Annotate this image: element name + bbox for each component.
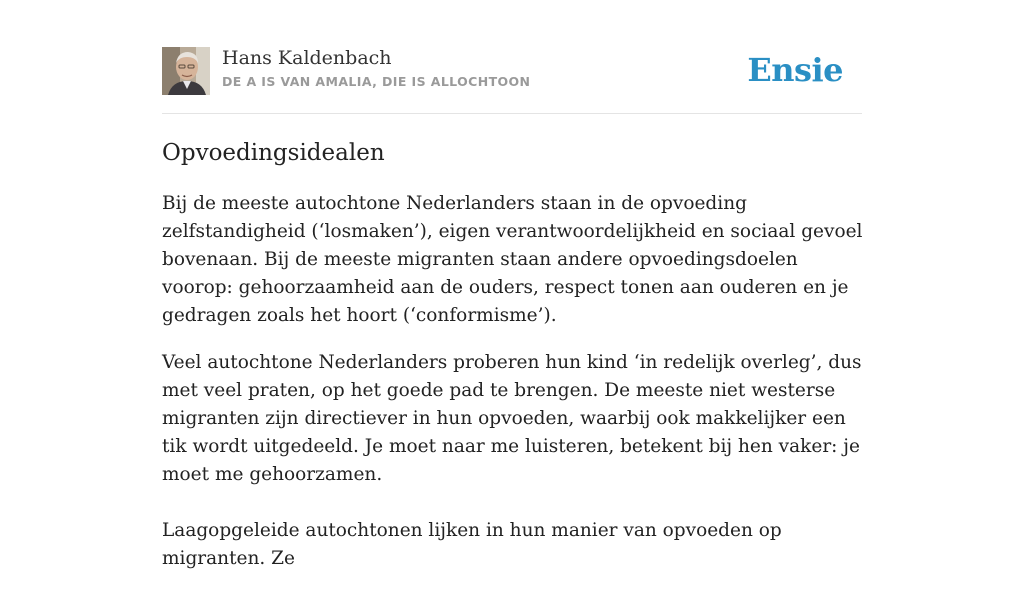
article-paragraph: Laagopgeleide autochtonen lijken in hun manier van opvoeden op migranten. Ze [162,520,782,569]
article-paragraph: Veel autochtone Nederlanders proberen hun kind ‘in redelijk overleg’, dus met veel praten, op het goede pad te brengen. De meeste niet westerse migranten zijn directiever in hun opvoeden, waarbij ook makkelijker een tik wordt uitgedeeld. Je moet naar me luisteren, betekent bij hen vaker: je moet me gehoorzamen. [162,352,862,485]
article-body [162,190,866,592]
header-divider [162,113,862,114]
author-photo [162,47,210,95]
ensie-logo[interactable]: Ensie [747,51,843,89]
author-tagline: DE A IS VAN AMALIA, DIE IS ALLOCHTOON [222,74,531,89]
article-header [162,46,862,96]
author-name[interactable]: Hans Kaldenbach [222,47,392,69]
author-avatar[interactable] [162,47,210,95]
article-title: Opvoedingsidealen [162,140,385,166]
article-paragraph: Bij de meeste autochtone Nederlanders staan in de opvoeding zelfstandigheid (‘losmaken’), eigen verantwoordelijkheid en sociaal gevoel bovenaan. Bij de meeste migranten staan andere opvoedingsdoelen voorop: gehoorzaamheid aan de ouders, respect tonen aan ouderen en je gedragen zoals het hoort (‘conformisme’). [162,193,863,326]
